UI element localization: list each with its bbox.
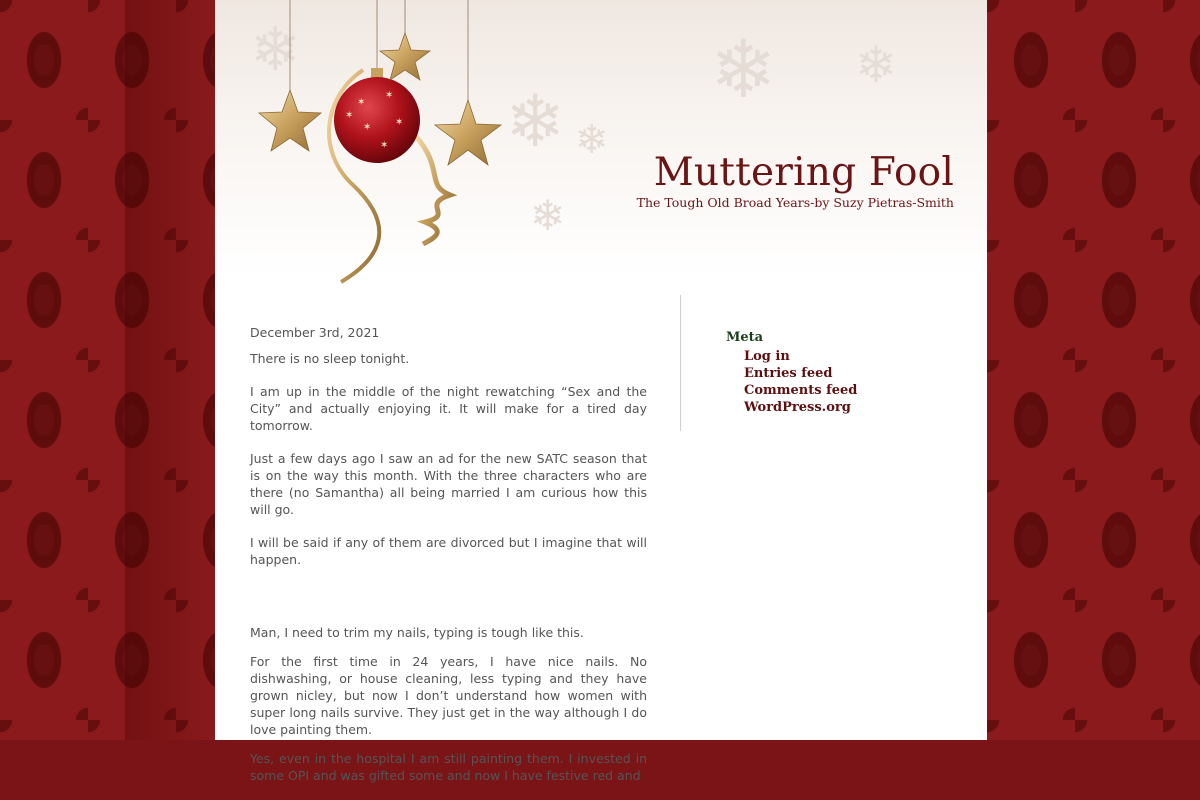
snowflake-icon: ❄	[710, 23, 778, 116]
sidebar	[726, 330, 966, 416]
snowflake-icon: ❄	[575, 117, 609, 163]
christmas-decoration	[245, 0, 545, 290]
login-link[interactable]: Log in	[744, 349, 790, 364]
snowflake-icon: ❄	[530, 191, 566, 240]
page-container	[215, 0, 987, 783]
site-title[interactable]: Muttering Fool	[653, 150, 954, 195]
star-icon	[380, 33, 430, 80]
post-paragraph: For the first time in 24 years, I have nice nails. No dishwashing, or house cleaning, less typing and they have grown nicley, but now I don’t understand how women with super long nails survive. They just get in the way although I do love painting them.	[250, 654, 647, 737]
comments-feed-link[interactable]: Comments feed	[744, 383, 858, 398]
snowflake-icon: ❄	[855, 36, 897, 94]
post-spacer	[250, 584, 647, 624]
meta-heading: Meta	[726, 330, 764, 345]
left-shade	[125, 0, 215, 740]
post-paragraph: Just a few days ago I saw an ad for the new SATC season that is on the way this month. With the three characters who are there (no Samantha) all being married I am curious how this will go.	[250, 451, 647, 517]
svg-text:✶: ✶	[357, 97, 366, 108]
ribbon-icon	[415, 135, 450, 244]
background-pattern-right	[987, 0, 1200, 740]
star-icon	[435, 100, 501, 165]
svg-text:✶: ✶	[345, 110, 354, 121]
site-header	[215, 0, 987, 290]
post-paragraph: I am up in the middle of the night rewatching “Sex and the City” and actually enjoying it. It will make for a tired day tomorrow.	[250, 384, 647, 433]
post-paragraph: Man, I need to trim my nails, typing is tough like this.	[250, 625, 584, 640]
meta-links	[726, 348, 966, 416]
column-divider	[680, 295, 681, 431]
svg-text:✶: ✶	[395, 117, 404, 128]
post-paragraph: Yes, even in the hospital I am still painting them. I invested in some OPI and was gifted some and now I have festive red and	[250, 751, 647, 783]
post-paragraph: There is no sleep tonight.	[250, 351, 410, 366]
svg-text:✶: ✶	[363, 122, 372, 133]
snowflake-icon: ❄	[250, 15, 301, 85]
snowflake-icon: ❄	[505, 79, 566, 163]
post-content	[250, 318, 647, 800]
entries-feed-link[interactable]: Entries feed	[744, 366, 833, 381]
site-tagline: The Tough Old Broad Years-by Suzy Pietras-Smith	[636, 195, 954, 210]
post-paragraph: I will be said if any of them are divorced but I imagine that will happen.	[250, 535, 647, 567]
svg-text:✶: ✶	[385, 90, 394, 101]
wordpress-link[interactable]: WordPress.org	[744, 400, 851, 415]
star-icon	[259, 90, 321, 151]
post-date: December 3rd, 2021	[250, 325, 380, 340]
svg-text:✶: ✶	[380, 140, 389, 151]
